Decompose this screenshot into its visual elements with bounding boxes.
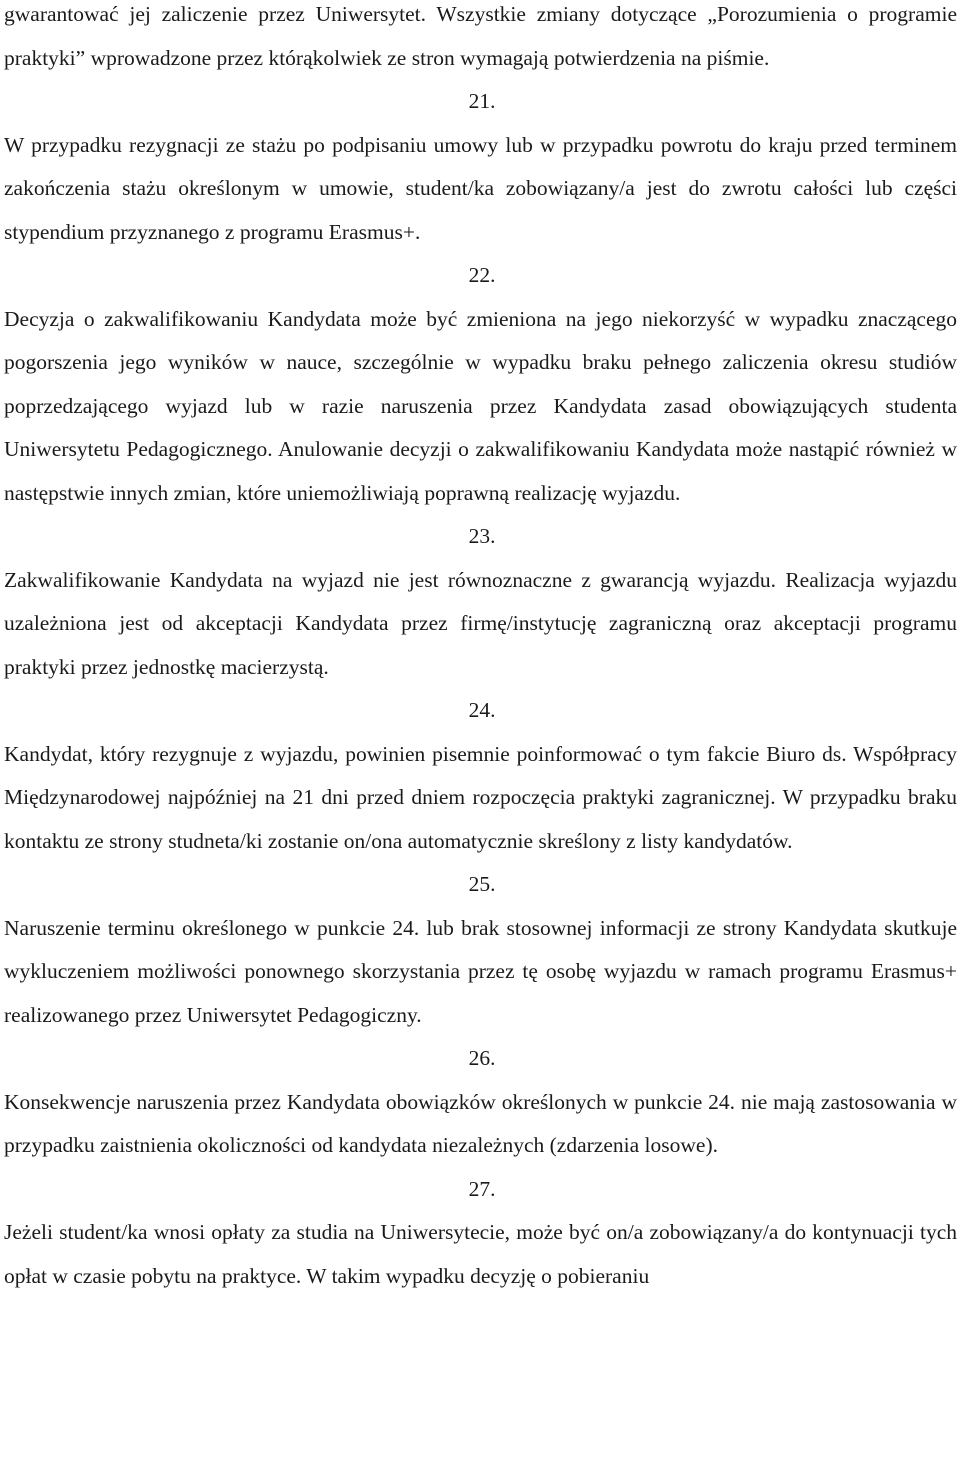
paragraph-23: Zakwalifikowanie Kandydata na wyjazd nie jest równoznaczne z gwarancją wyjazdu. Realizacja wyjazdu uzależniona jest od akceptacji Kandydata przez firmę/instytucję zagraniczną oraz akceptacji programu praktyki przez jednostkę macierzystą.: [4, 567, 957, 679]
section-number-24: 24.: [468, 698, 496, 722]
paragraph-21: W przypadku rezygnacji ze stażu po podpisaniu umowy lub w przypadku powrotu do kraju przed terminem zakończenia stażu określonym w umowie, student/ka zobowiązany/a jest do zwrotu całości lub części stypendium przyznanego z programu Erasmus+.: [4, 132, 957, 244]
section-number-25: 25.: [468, 872, 496, 896]
paragraph-22: Decyzja o zakwalifikowaniu Kandydata może być zmieniona na jego niekorzyść w wypadku znaczącego pogorszenia jego wyników w nauce, szczególnie w wypadku braku pełnego zaliczenia okresu studiów poprzedzającego wyjazd lub w razie naruszenia przez Kandydata zasad obowiązujących studenta Uniwersytetu Pedagogicznego. Anulowanie decyzji o zakwalifikowaniu Kandydata może nastąpić również w następstwie innych zmian, które uniemożliwiają poprawną realizację wyjazdu.: [4, 306, 957, 505]
paragraph-27: Jeżeli student/ka wnosi opłaty za studia na Uniwersytecie, może być on/a zobowiązany/a do kontynuacji tych opłat w czasie pobytu na praktyce. W takim wypadku decyzję o pobieraniu: [4, 1220, 957, 1288]
paragraph-24: Kandydat, który rezygnuje z wyjazdu, powinien pisemnie poinformować o tym fakcie Biuro ds. Współpracy Międzynarodowej najpóźniej na 21 dni przed dniem rozpoczęcia praktyki zagranicznej. W przypadku braku kontaktu ze strony studneta/ki zostanie on/ona automatycznie skreślony z listy kandydatów.: [4, 741, 957, 853]
section-number-27: 27.: [468, 1176, 496, 1201]
document-body: [4, 0, 957, 1298]
section-number-23: 23.: [468, 524, 496, 548]
section-number-26: 26.: [468, 1046, 496, 1070]
paragraph-25: Naruszenie terminu określonego w punkcie 24. lub brak stosownej informacji ze strony Kandydata skutkuje wykluczeniem możliwości ponownego skorzystania przez tę osobę wyjazdu w ramach programu Erasmus+ realizowanego przez Uniwersytet Pedagogiczny.: [4, 915, 957, 1027]
paragraph-20-continuation: gwarantować jej zaliczenie przez Uniwersytet. Wszystkie zmiany dotyczące „Porozumienia o programie praktyki” wprowadzone przez którąkolwiek ze stron wymagają potwierdzenia na piśmie.: [4, 2, 957, 70]
section-number-21: 21.: [468, 89, 496, 113]
paragraph-26: Konsekwencje naruszenia przez Kandydata obowiązków określonych w punkcie 24. nie mają zastosowania w przypadku zaistnienia okoliczności od kandydata niezależnych (zdarzenia losowe).: [4, 1089, 957, 1157]
section-number-22: 22.: [468, 263, 496, 287]
